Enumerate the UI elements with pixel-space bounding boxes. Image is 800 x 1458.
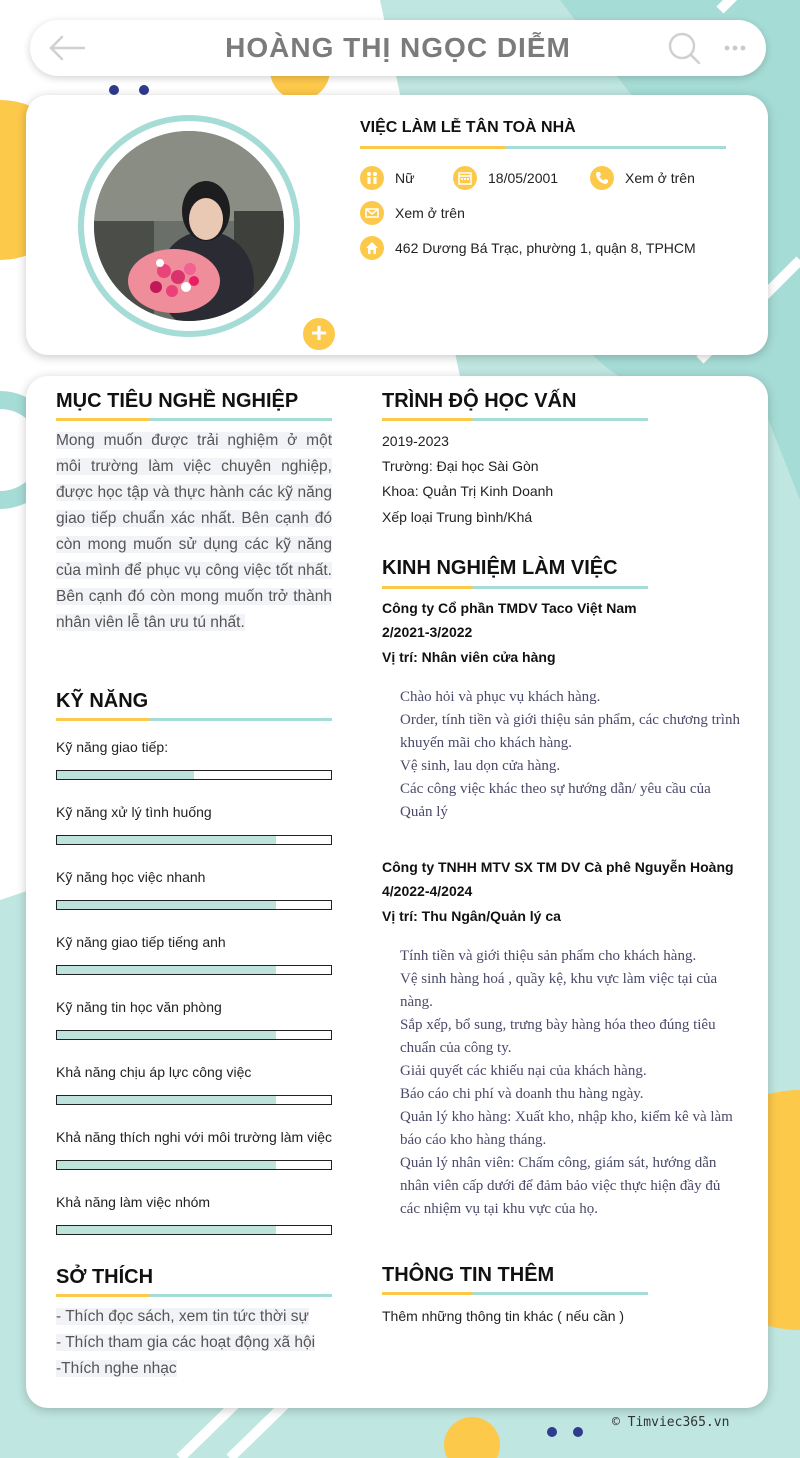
skill-progress-bar <box>56 770 332 780</box>
main-card <box>26 376 768 1408</box>
birthday-value: 18/05/2001 <box>488 170 559 186</box>
extra-heading: THÔNG TIN THÊM <box>382 1264 555 1286</box>
duty-item: Tính tiền và giới thiệu sản phẩm cho khách hàng. <box>400 948 697 964</box>
skill-progress-bar <box>56 965 332 975</box>
experience-heading: KINH NGHIỆM LÀM VIỆC <box>382 557 618 579</box>
job-position: Vị trí: Nhân viên cửa hàng <box>382 649 556 665</box>
duty-item: Vệ sinh, lau dọn cửa hàng. <box>400 758 561 774</box>
skill-progress-bar <box>56 900 332 910</box>
skill-progress-fill <box>57 1096 276 1104</box>
skill-progress-bar <box>56 1225 332 1235</box>
skill-label: Khả năng thích nghi với môi trường làm việc <box>56 1129 332 1145</box>
more-icon[interactable] <box>720 36 750 60</box>
add-photo-button[interactable] <box>301 316 337 352</box>
avatar-frame <box>78 115 328 348</box>
hobby-item: - Thích đọc sách, xem tin tức thời sự <box>56 1308 309 1325</box>
education-line: 2019-2023 <box>382 433 449 449</box>
skills-heading: KỸ NĂNG <box>56 690 149 712</box>
objective-text: Mong muốn được trải nghiệm ở một môi trường làm việc chuyên nghiệp, được học tập và thực hành các kỹ năng giao tiếp chuẩn xác nhất. Bên cạnh đó còn mong muốn sử dụng các kỹ năng của mình để phục vụ công việc tốt nhất. Bên cạnh đó còn mong muốn trở thành nhân viên lễ tân ưu tú nhất. <box>56 432 332 631</box>
birthday-row <box>453 166 558 190</box>
job-title: VIỆC LÀM LỄ TÂN TOÀ NHÀ <box>360 119 576 136</box>
extra-text: Thêm những thông tin khác ( nếu cần ) <box>382 1308 625 1324</box>
duty-item: Báo cáo chi phí và doanh thu hàng ngày. <box>400 1086 644 1102</box>
skill-progress-fill <box>57 1161 276 1169</box>
skill-progress-fill <box>57 966 276 974</box>
profile-card <box>26 95 768 355</box>
objective-underline <box>56 418 332 421</box>
hobby-item: -Thích nghe nhạc <box>56 1360 177 1377</box>
skills-underline <box>56 718 332 721</box>
job-position: Vị trí: Thu Ngân/Quản lý ca <box>382 908 561 924</box>
gender-row <box>360 166 414 190</box>
skill-label: Kỹ năng xử lý tình huống <box>56 804 212 820</box>
hobbies-underline <box>56 1294 332 1297</box>
job-company: Công ty Cổ phần TMDV Taco Việt Nam <box>382 600 637 616</box>
duty-item: Sắp xếp, bổ sung, trưng bày hàng hóa theo đúng tiêu chuẩn của công ty. <box>400 1017 716 1056</box>
phone-value: Xem ở trên <box>625 170 695 186</box>
education-line: Xếp loại Trung bình/Khá <box>382 509 533 525</box>
objective-heading: MỤC TIÊU NGHỀ NGHIỆP <box>56 390 299 412</box>
gender-value: Nữ <box>395 170 415 186</box>
email-row <box>360 201 465 225</box>
skill-progress-fill <box>57 1226 276 1234</box>
duty-item: Giải quyết các khiếu nại của khách hàng. <box>400 1063 647 1079</box>
extra-underline <box>382 1292 648 1295</box>
duty-item: Các công việc khác theo sự hướng dẫn/ yêu cầu của Quản lý <box>400 781 711 820</box>
skill-progress-bar <box>56 1160 332 1170</box>
duty-item: Quản lý nhân viên: Chấm công, giám sát, hướng dẫn nhân viên cấp dưới để đảm bảo việc thực hiện đầy đủ các nhiệm vụ tại khu vực của họ. <box>400 1155 721 1217</box>
brand-footer: © Timviec365.vn <box>612 1415 730 1430</box>
phone-icon <box>590 166 614 190</box>
duty-item: Quản lý kho hàng: Xuất kho, nhập kho, kiểm kê và làm báo cáo kho hàng tháng. <box>400 1109 733 1148</box>
plus-icon: + <box>310 317 328 348</box>
hobbies-heading: SỞ THÍCH <box>56 1266 154 1288</box>
top-bar <box>30 20 766 76</box>
duty-item: Vệ sinh hàng hoá , quầy kệ, khu vực làm việc tại của nàng. <box>400 971 718 1010</box>
skill-progress-bar <box>56 1095 332 1105</box>
skill-progress-bar <box>56 835 332 845</box>
home-icon <box>360 236 384 260</box>
skill-progress-fill <box>57 771 194 779</box>
title-underline-yellow <box>360 146 506 149</box>
experience-underline <box>382 586 648 589</box>
duty-item: Chào hỏi và phục vụ khách hàng. <box>400 689 601 705</box>
skill-progress-fill <box>57 901 276 909</box>
address-value: 462 Dương Bá Trạc, phường 1, quận 8, TPHCM <box>395 240 696 256</box>
gender-icon <box>360 166 384 190</box>
job-duties <box>400 686 740 824</box>
hobby-item: - Thích tham gia các hoạt động xã hội <box>56 1334 316 1351</box>
education-underline <box>382 418 648 421</box>
skill-label: Kỹ năng học việc nhanh <box>56 869 206 885</box>
skill-progress-fill <box>57 836 276 844</box>
title-underline-teal <box>506 146 726 149</box>
job-company: Công ty TNHH MTV SX TM DV Cà phê Nguyễn Hoàng <box>382 859 734 875</box>
candidate-name: HOÀNG THỊ NGỌC DIỄM <box>225 32 571 63</box>
address-row <box>360 236 696 260</box>
skill-label: Kỹ năng giao tiếp tiếng anh <box>56 934 226 950</box>
education-line: Khoa: Quản Trị Kinh Doanh <box>382 483 554 499</box>
email-value: Xem ở trên <box>395 205 465 221</box>
avatar <box>94 131 284 321</box>
education-line: Trường: Đại học Sài Gòn <box>382 458 539 474</box>
job-period: 2/2021-3/2022 <box>382 624 473 640</box>
skill-label: Kỹ năng giao tiếp: <box>56 739 169 755</box>
job-duties <box>400 945 740 1221</box>
email-icon <box>360 201 384 225</box>
skill-label: Khả năng chịu áp lực công việc <box>56 1064 252 1080</box>
skill-label: Khả năng làm việc nhóm <box>56 1194 211 1210</box>
duty-item: Order, tính tiền và giới thiệu sản phẩm, các chương trình khuyến mãi cho khách hàng. <box>400 712 740 751</box>
job-period: 4/2022-4/2024 <box>382 883 473 899</box>
search-icon[interactable] <box>666 30 702 66</box>
skill-progress-bar <box>56 1030 332 1040</box>
education-heading: TRÌNH ĐỘ HỌC VẤN <box>382 390 577 412</box>
calendar-icon <box>453 166 477 190</box>
skill-progress-fill <box>57 1031 276 1039</box>
phone-row <box>590 166 695 190</box>
skill-label: Kỹ năng tin học văn phòng <box>56 999 222 1015</box>
